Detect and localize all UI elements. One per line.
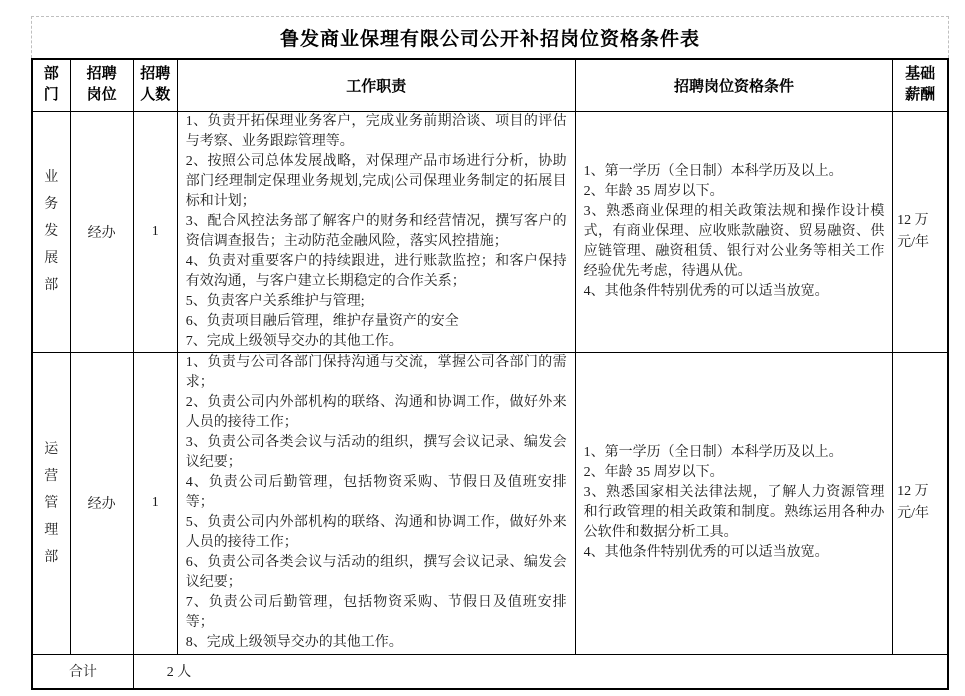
qualification-item: 1、第一学历（全日制）本科学历及以上。 bbox=[583, 163, 843, 179]
position-cell: 经办 bbox=[70, 352, 133, 654]
qualifications-cell bbox=[575, 111, 893, 352]
col-header-duties-label: 工作职责 bbox=[346, 78, 407, 95]
col-header-position-label: 招聘岗位 bbox=[86, 66, 117, 104]
qualification-item: 2、年龄 35 周岁以下。 bbox=[583, 465, 724, 480]
qualification-item: 2、年龄 35 周岁以下。 bbox=[583, 183, 724, 199]
table-row-business-development bbox=[32, 111, 948, 352]
col-header-headcount bbox=[133, 59, 177, 111]
qualification-item: 3、熟悉商业保理的相关政策法规和操作设计模式，有商业保理、应收账款融资、贸易融资、供应链管理、融资租赁、银行对公业务等相关工作经验优先考虑，待遇从优。 bbox=[583, 203, 885, 279]
duty-item: 7、完成上级领导交办的其他工作。 bbox=[185, 333, 403, 349]
duty-item: 2、按照公司总体发展战略，对保理产品市场进行分析，协助部门经理制定保理业务规划,完成|公司保理业务制定的拓展目标和计划； bbox=[185, 153, 567, 209]
footer-total-label: 合计 bbox=[32, 654, 133, 689]
header-row bbox=[32, 59, 948, 111]
recruitment-table bbox=[31, 58, 949, 690]
page-title: 鲁发商业保理有限公司公开补招岗位资格条件表 bbox=[279, 29, 700, 50]
salary-cell bbox=[893, 111, 948, 352]
qualification-item: 4、其他条件特别优秀的可以适当放宽。 bbox=[583, 283, 829, 299]
headcount-cell: 1 bbox=[133, 111, 177, 352]
duty-item: 6、负责项目融后管理，维护存量资产的安全 bbox=[185, 313, 459, 329]
department-cell bbox=[32, 111, 70, 352]
duty-item: 4、负责对重要客户的持续跟进，进行账款监控；和客户保持有效沟通，与客户建立长期稳定的合作关系； bbox=[185, 253, 567, 289]
salary-cell bbox=[893, 352, 948, 654]
duty-item: 7、负责公司后勤管理，包括物资采购、节假日及值班安排等； bbox=[185, 594, 567, 630]
col-header-position bbox=[70, 59, 133, 111]
title-row bbox=[31, 16, 949, 58]
duty-item: 1、负责开拓保理业务客户，完成业务前期洽谈、项目的评估与考察、业务跟踪管理等。 bbox=[185, 113, 567, 149]
col-header-salary-label: 基础薪酬 bbox=[905, 66, 936, 104]
col-header-department bbox=[32, 59, 70, 111]
duty-item: 4、负责公司后勤管理，包括物资采购、节假日及值班安排等； bbox=[185, 474, 567, 510]
col-header-department-label: 部门 bbox=[43, 66, 59, 104]
duties-cell bbox=[177, 111, 575, 352]
col-header-headcount-label: 招聘人数 bbox=[140, 66, 171, 104]
duty-item: 3、配合风控法务部了解客户的财务和经营情况，撰写客户的资信调查报告；主动防范金融风险，落实风控措施； bbox=[185, 213, 567, 249]
position-cell: 经办 bbox=[70, 111, 133, 352]
duty-item: 6、负责公司各类会议与活动的组织，撰写会议记录、编发会议纪要； bbox=[185, 554, 567, 590]
salary-value: 12 万元/年 bbox=[897, 212, 930, 250]
table-row-operations-management bbox=[32, 352, 948, 654]
salary-value: 12 万元/年 bbox=[897, 484, 930, 521]
qualifications-cell bbox=[575, 352, 893, 654]
qualification-item: 4、其他条件特别优秀的可以适当放宽。 bbox=[583, 545, 829, 560]
duties-cell bbox=[177, 352, 575, 654]
qualification-item: 1、第一学历（全日制）本科学历及以上。 bbox=[583, 445, 843, 460]
department-cell bbox=[32, 352, 70, 654]
duty-item: 3、负责公司各类会议与活动的组织，撰写会议记录、编发会议纪要； bbox=[185, 434, 567, 470]
duty-item: 1、负责与公司各部门保持沟通与交流，掌握公司各部门的需求； bbox=[185, 354, 567, 390]
col-header-qualifications-label: 招聘岗位资格条件 bbox=[673, 78, 794, 95]
col-header-qualifications bbox=[575, 59, 893, 111]
duty-item: 2、负责公司内外部机构的联络、沟通和协调工作，做好外来人员的接待工作； bbox=[185, 394, 567, 430]
duty-item: 8、完成上级领导交办的其他工作。 bbox=[185, 634, 403, 650]
duty-item: 5、负责公司内外部机构的联络、沟通和协调工作，做好外来人员的接待工作； bbox=[185, 514, 567, 550]
headcount-cell: 1 bbox=[133, 352, 177, 654]
department-name: 业务发展部 bbox=[44, 170, 59, 293]
duty-item: 5、负责客户关系维护与管理; bbox=[185, 293, 365, 309]
footer-row bbox=[32, 654, 948, 689]
department-name: 运营管理部 bbox=[44, 441, 59, 565]
qualification-item: 3、熟悉国家相关法律法规，了解人力资源管理和行政管理的相关政策和制度。熟练运用各种办公软件和数据分析工具。 bbox=[583, 485, 885, 540]
col-header-duties bbox=[177, 59, 575, 111]
footer-total-value: 2 人 bbox=[133, 654, 948, 689]
col-header-salary bbox=[893, 59, 948, 111]
